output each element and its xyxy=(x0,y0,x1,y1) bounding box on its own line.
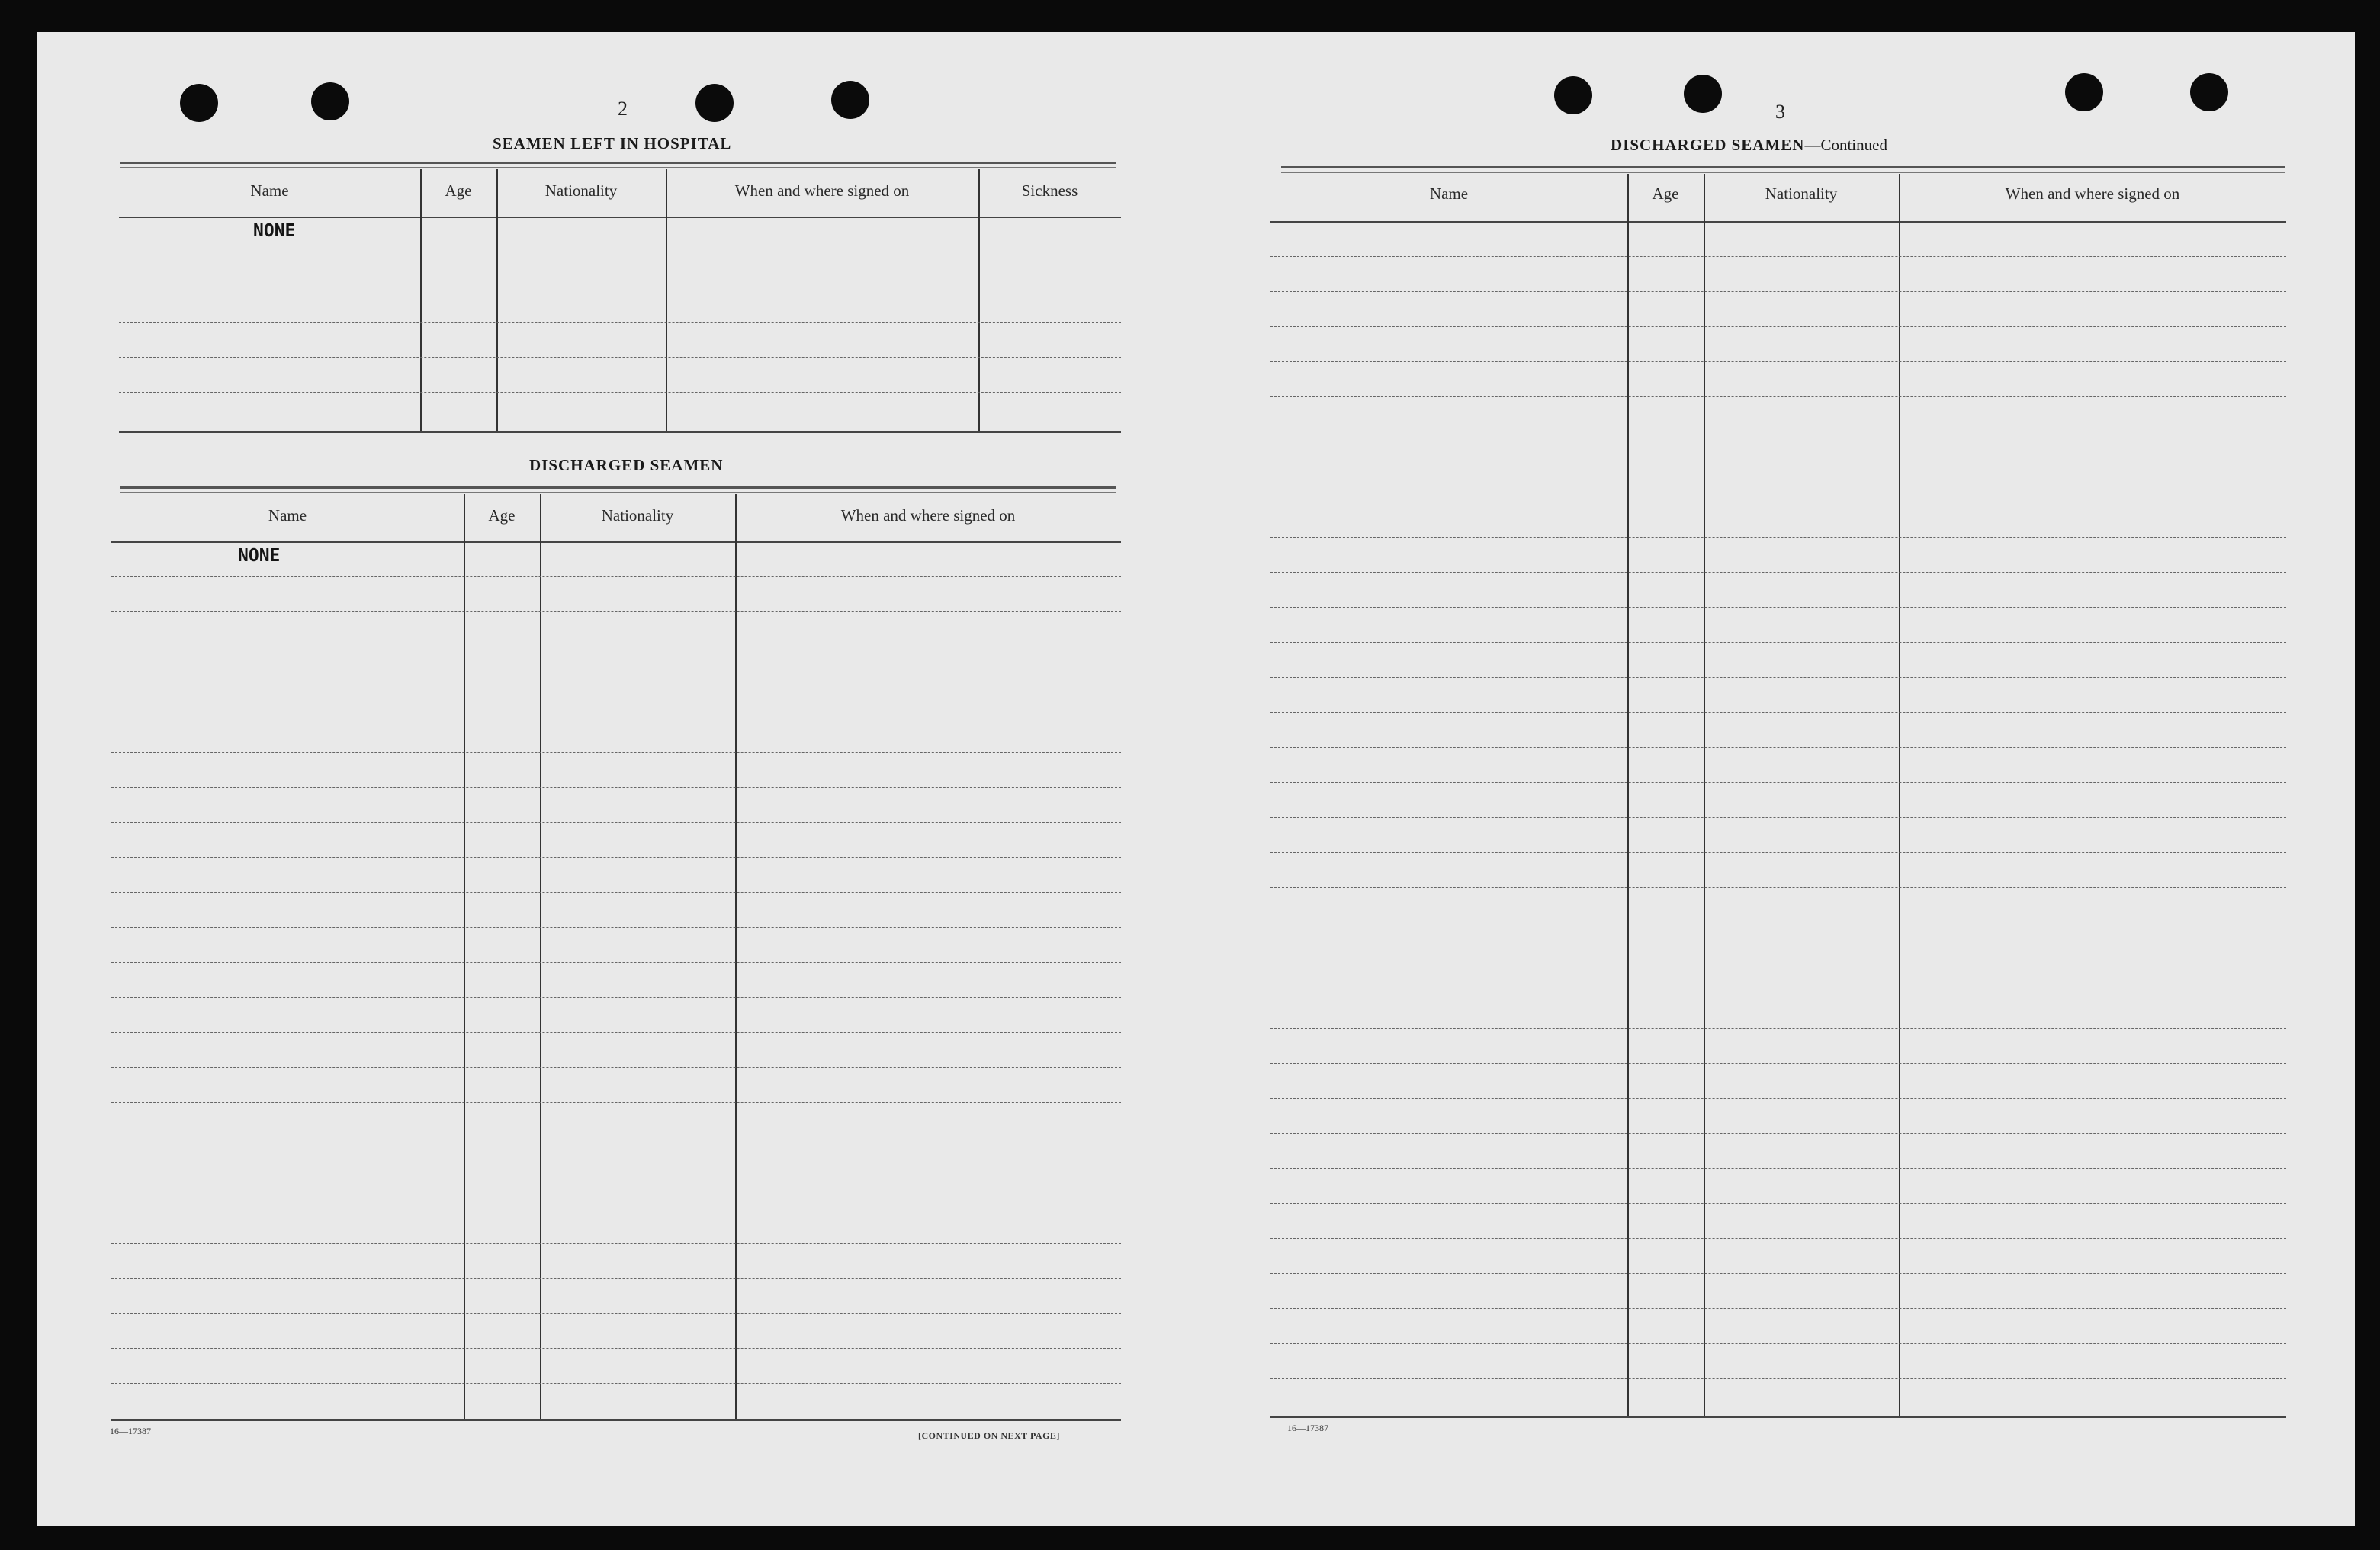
continued-note: [CONTINUED ON NEXT PAGE] xyxy=(918,1430,1060,1441)
column-divider xyxy=(540,494,541,1421)
column-divider xyxy=(1704,174,1705,1418)
punch-hole xyxy=(831,81,869,119)
table-row xyxy=(1270,1133,2286,1134)
table-row xyxy=(111,1383,1121,1384)
header-when-where: When and where signed on xyxy=(2005,185,2180,203)
table-row xyxy=(1270,572,2286,573)
table-row xyxy=(1270,326,2286,327)
header-nationality: Nationality xyxy=(544,181,618,200)
discharged-table-right xyxy=(1270,174,2286,1418)
form-number-left: 16—17387 xyxy=(110,1426,151,1436)
table-row xyxy=(1270,712,2286,713)
table-row xyxy=(1270,747,2286,748)
hospital-section-title: SEAMEN LEFT IN HOSPITAL xyxy=(493,134,732,152)
discharged-section-title: DISCHARGED SEAMEN xyxy=(529,456,724,474)
table-row xyxy=(1270,1203,2286,1204)
table-row xyxy=(1270,1273,2286,1274)
table-row xyxy=(1270,1378,2286,1379)
table-row xyxy=(119,322,1121,323)
table-row xyxy=(111,787,1121,788)
table-row xyxy=(119,357,1121,358)
title-rule xyxy=(120,486,1116,489)
column-divider xyxy=(666,169,667,433)
table-bottom-rule xyxy=(1270,1416,2286,1418)
page-number-right: 3 xyxy=(1775,101,1785,123)
table-row xyxy=(111,997,1121,998)
hospital-table xyxy=(119,169,1121,433)
title-rule xyxy=(120,492,1116,493)
table-row xyxy=(1270,1308,2286,1309)
form-number-right: 16—17387 xyxy=(1287,1423,1328,1433)
column-divider xyxy=(735,494,737,1421)
table-row xyxy=(1270,852,2286,853)
table-row xyxy=(111,1243,1121,1244)
table-row xyxy=(111,857,1121,858)
table-row xyxy=(1270,607,2286,608)
table-row xyxy=(111,1313,1121,1314)
table-row xyxy=(111,752,1121,753)
header-sickness: Sickness xyxy=(1021,181,1078,200)
punch-hole xyxy=(1684,75,1722,113)
title-main: DISCHARGED SEAMEN xyxy=(1611,136,1805,154)
table-row xyxy=(1270,1238,2286,1239)
table-row xyxy=(111,892,1121,893)
table-row xyxy=(1270,256,2286,257)
punch-hole xyxy=(695,84,734,122)
discharged-table-left xyxy=(111,494,1121,1421)
table-row xyxy=(1270,817,2286,818)
table-row xyxy=(1270,1343,2286,1344)
header-age: Age xyxy=(488,506,516,525)
table-row xyxy=(1270,782,2286,783)
header-rule xyxy=(119,217,1121,218)
title-rule xyxy=(1281,172,2285,173)
column-divider xyxy=(464,494,465,1421)
header-rule xyxy=(1270,221,2286,223)
table-row xyxy=(1270,1028,2286,1029)
column-divider xyxy=(496,169,498,433)
table-row xyxy=(111,576,1121,577)
column-divider xyxy=(978,169,980,433)
table-row xyxy=(111,927,1121,928)
header-name: Name xyxy=(1429,185,1469,203)
table-row xyxy=(1270,1168,2286,1169)
column-divider xyxy=(1627,174,1629,1418)
table-row xyxy=(111,1067,1121,1068)
table-row xyxy=(111,1348,1121,1349)
table-row xyxy=(111,1032,1121,1033)
header-when-where: When and where signed on xyxy=(734,181,910,200)
column-divider xyxy=(420,169,422,433)
table-row xyxy=(111,822,1121,823)
header-name: Name xyxy=(268,506,307,525)
column-divider xyxy=(1899,174,1900,1418)
table-row xyxy=(111,611,1121,612)
punch-hole xyxy=(2190,73,2228,111)
table-row xyxy=(1270,537,2286,538)
table-row xyxy=(1270,291,2286,292)
table-row xyxy=(1270,396,2286,397)
hospital-entry-name: NONE xyxy=(253,221,296,241)
page-number-left: 2 xyxy=(618,98,628,120)
table-row xyxy=(1270,361,2286,362)
punch-hole xyxy=(1554,76,1592,114)
table-row xyxy=(111,962,1121,963)
title-rule xyxy=(1281,166,2285,168)
header-when-where: When and where signed on xyxy=(840,506,1016,525)
discharged-entry-name: NONE xyxy=(238,546,281,566)
header-nationality: Nationality xyxy=(601,506,674,525)
table-row xyxy=(1270,1098,2286,1099)
punch-hole xyxy=(2065,73,2103,111)
table-row xyxy=(111,1278,1121,1279)
table-bottom-rule xyxy=(119,431,1121,433)
table-row xyxy=(111,1102,1121,1103)
header-age: Age xyxy=(1652,185,1679,203)
table-row xyxy=(119,392,1121,393)
punch-hole xyxy=(311,82,349,120)
table-row xyxy=(1270,887,2286,888)
header-name: Name xyxy=(250,181,289,200)
table-row xyxy=(1270,642,2286,643)
table-row xyxy=(1270,677,2286,678)
header-nationality: Nationality xyxy=(1765,185,1838,203)
table-bottom-rule xyxy=(111,1419,1121,1421)
table-row xyxy=(1270,1063,2286,1064)
discharged-continued-title xyxy=(1611,136,1887,155)
title-continued: —Continued xyxy=(1804,136,1887,154)
title-rule xyxy=(120,167,1116,168)
punch-hole xyxy=(180,84,218,122)
header-age: Age xyxy=(445,181,472,200)
header-rule xyxy=(111,541,1121,543)
title-rule xyxy=(120,162,1116,164)
